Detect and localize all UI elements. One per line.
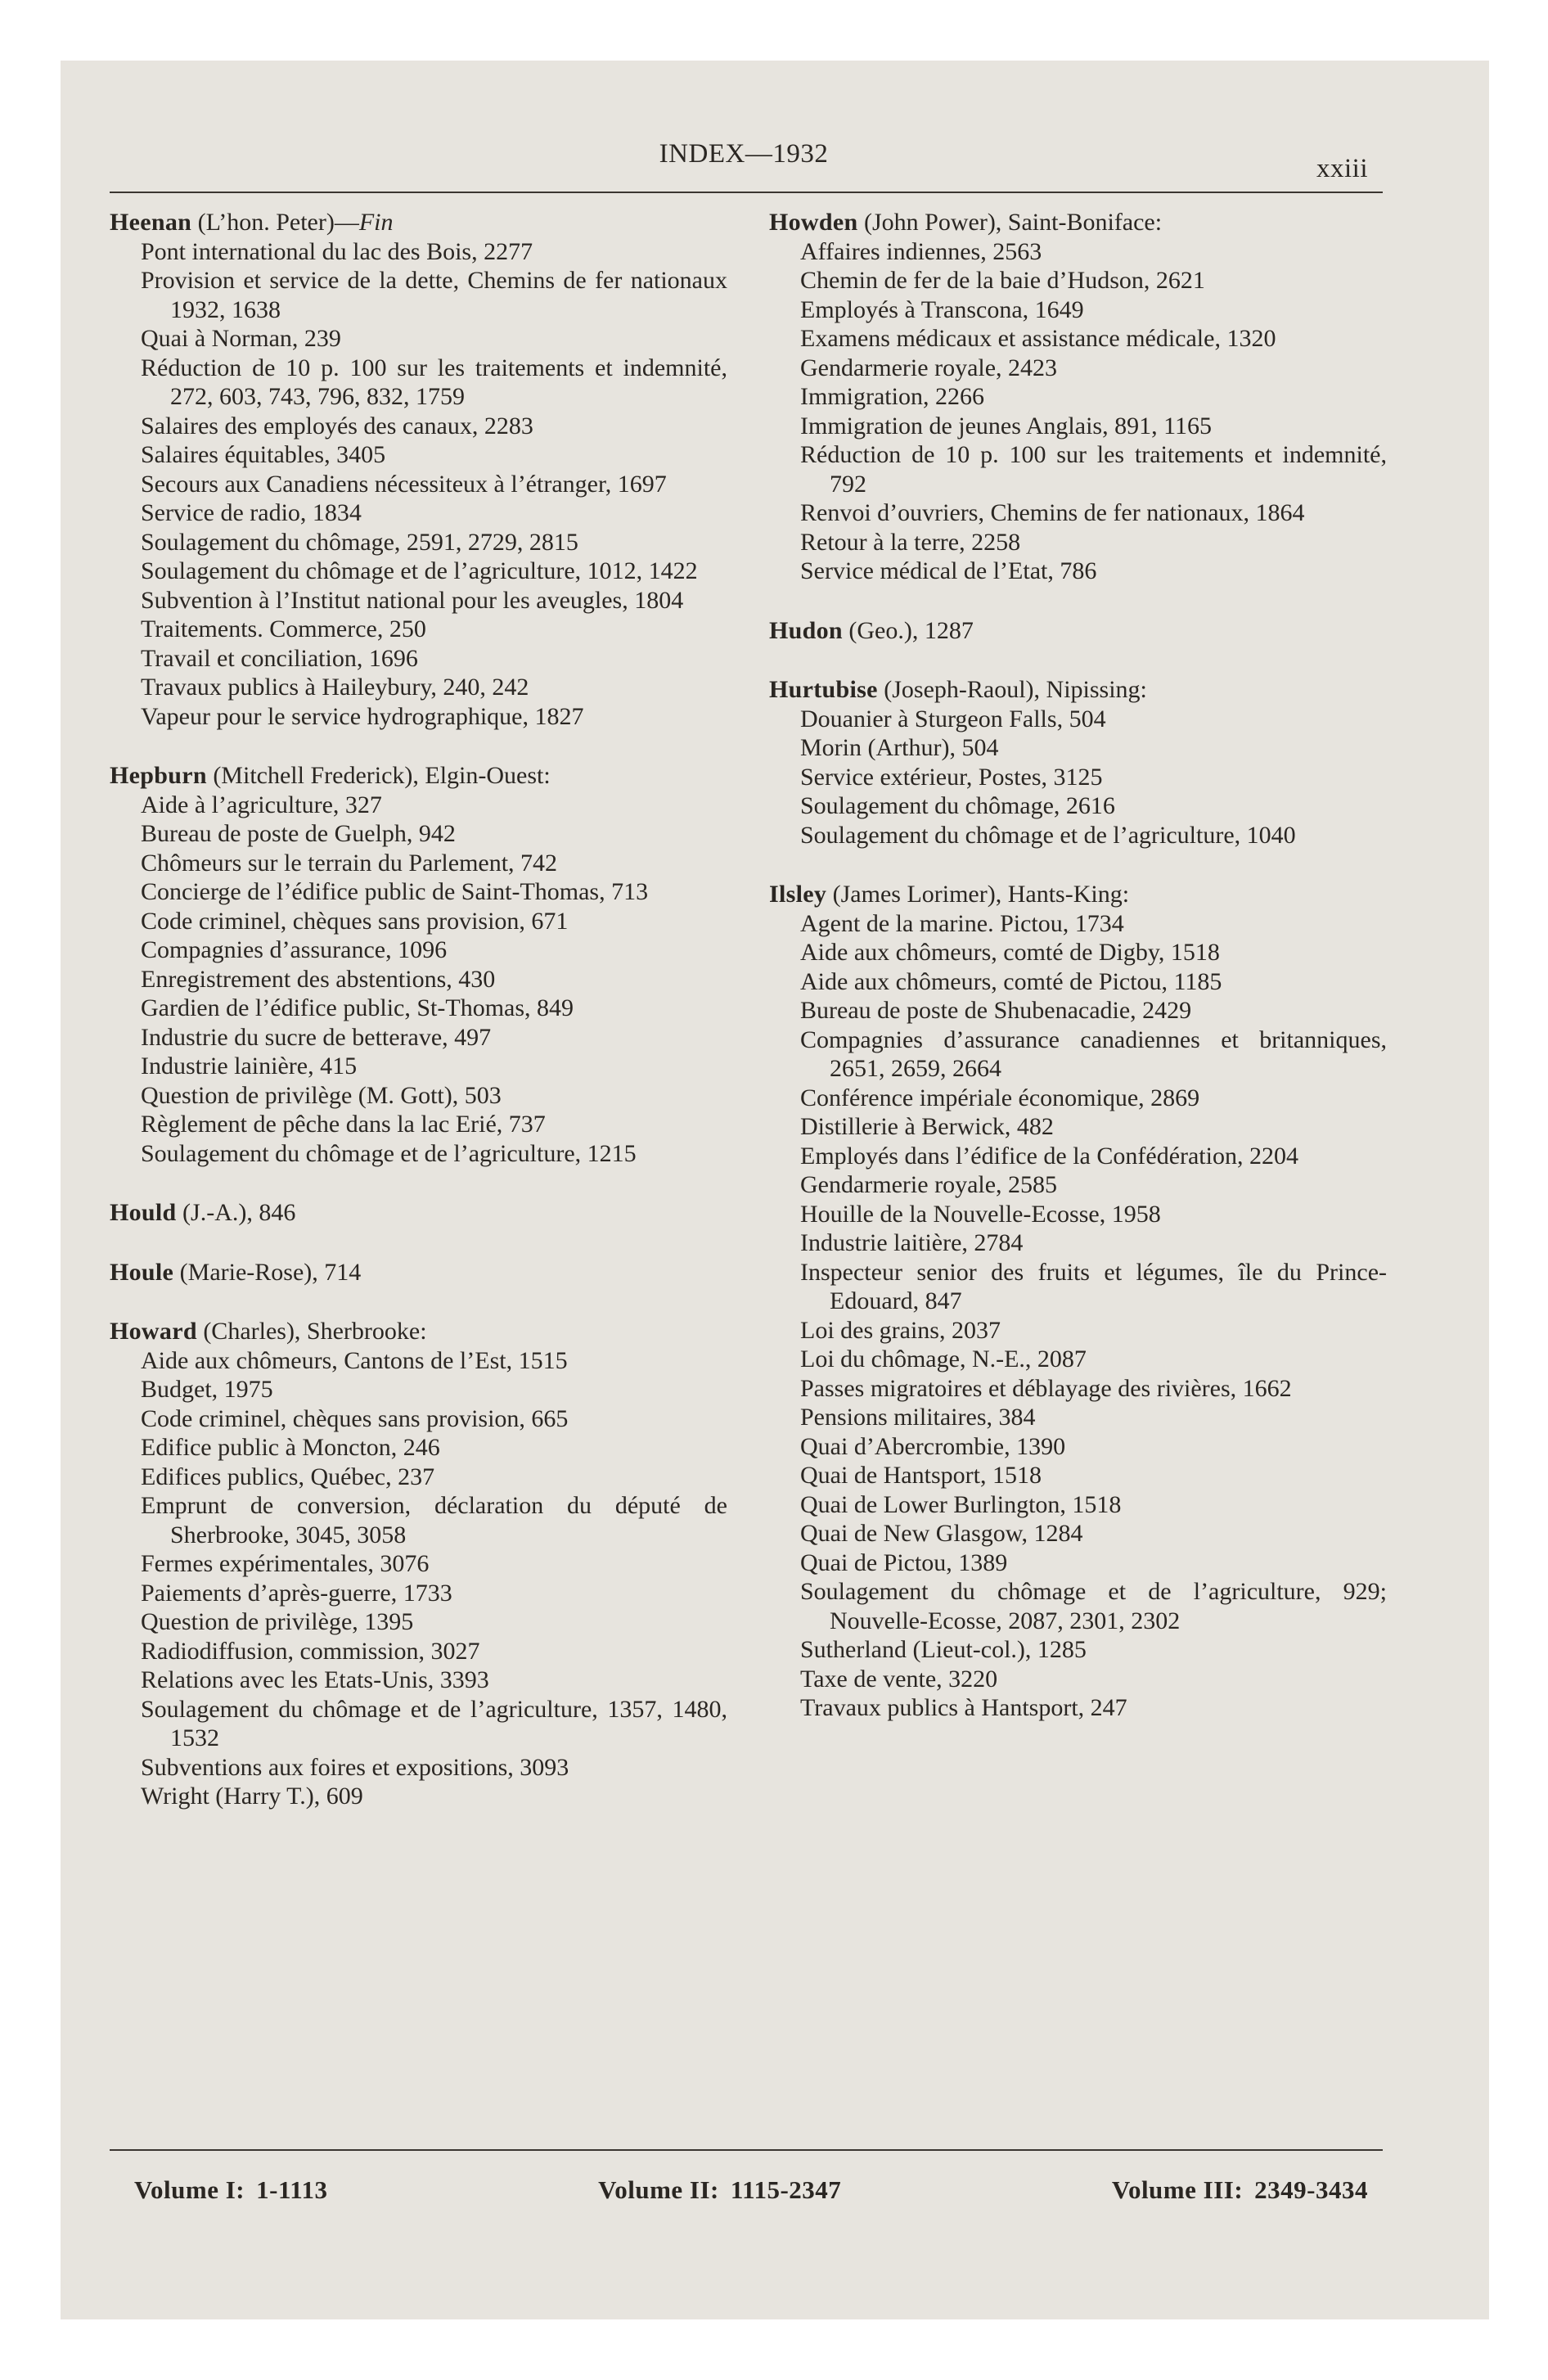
subentry [110,470,727,499]
subentry-text: Radiodiffusion, commission, 3027 [141,1637,480,1665]
subentry [769,938,1387,967]
entry-surname: Howden [769,209,858,236]
subentry [769,1577,1387,1635]
subentry-text: Budget, 1975 [141,1376,273,1403]
entry-heading [769,880,1387,909]
subentry-text: Quai de Hantsport, 1518 [800,1462,1042,1489]
subentry-text: Inspecteur senior des fruits et légumes, île du Prince-Edouard, 847 [800,1258,1387,1314]
subentry-text: Quai à Norman, 239 [141,325,341,352]
entry-details: (Joseph-Raoul), Nipissing: [877,676,1147,703]
entry-suffix: Fin [358,209,394,236]
subentry-text: Renvoi d’ouvriers, Chemins de fer nationaux, 1864 [800,499,1305,526]
subentry [769,1548,1387,1578]
subentry [110,1491,727,1549]
subentry-text: Passes migratoires et déblayage des rivières, 1662 [800,1374,1292,1402]
subentry [110,237,727,267]
subentry [769,1258,1387,1316]
subentry-text: Réduction de 10 p. 100 sur les traitements et indemnité, 792 [800,441,1387,498]
subentry [769,266,1387,295]
entry-details: (Marie-Rose), 714 [173,1258,362,1286]
entry-surname: Hurtubise [769,676,878,703]
subentry [110,1346,727,1376]
subentry [769,1403,1387,1432]
page-title: INDEX—1932 [659,139,829,169]
subentry-text: Aide aux chômeurs, Cantons de l’Est, 1515 [141,1346,568,1374]
volume-pages: 1115-2347 [730,2175,842,2204]
volume-label: Volume III: [1111,2175,1244,2204]
entry-surname: Howard [110,1318,197,1345]
running-header [105,139,1383,188]
subentry-text: Industrie laitière, 2784 [800,1229,1024,1256]
subentry-text: Compagnies d’assurance canadiennes et britanniques, 2651, 2659, 2664 [800,1025,1387,1082]
subentry-text: Immigration, 2266 [800,383,984,410]
subentry-text: Traitements. Commerce, 250 [141,615,426,642]
volume-range [1112,2175,1368,2205]
subentry [769,967,1387,997]
subentry-text: Retour à la terre, 2258 [800,528,1021,556]
subentry-text: Pont international du lac des Bois, 2277 [141,237,533,265]
subentry [769,237,1387,267]
subentry-text: Paiements d’après-guerre, 1733 [141,1579,452,1607]
subentry [110,935,727,965]
subentry [110,994,727,1023]
subentry-text: Règlement de pêche dans la lac Erié, 737 [141,1111,546,1138]
subentry-text: Bureau de poste de Guelph, 942 [141,820,456,847]
subentry-text: Enregistrement des abstentions, 430 [141,965,496,993]
subentry [769,412,1387,441]
subentry [769,1142,1387,1171]
subentry-text: Aide à l’agriculture, 327 [141,791,382,818]
subentry-text: Relations avec les Etats-Unis, 3393 [141,1666,489,1693]
subentry-text: Question de privilège (M. Gott), 503 [141,1081,502,1109]
subentry [769,1374,1387,1404]
subentry-text: Taxe de vente, 3220 [800,1665,998,1693]
subentry [110,1110,727,1139]
subentry [110,702,727,732]
subentry-text: Loi du chômage, N.-E., 2087 [800,1346,1087,1373]
entry-surname: Ilsley [769,881,827,908]
subentry [769,1665,1387,1694]
subentry-text: Salaires des employés des canaux, 2283 [141,412,533,439]
subentry [769,1228,1387,1258]
subentry [769,1316,1387,1346]
volume-label: Volume II: [598,2175,719,2204]
subentry [769,557,1387,586]
volume-range [598,2175,841,2205]
subentry [769,1635,1387,1665]
volume-pages: 1-1113 [256,2175,328,2204]
subentry [769,1461,1387,1490]
subentry [110,819,727,849]
right-column [769,208,1387,1753]
subentry-text: Vapeur pour le service hydrographique, 1827 [141,702,584,730]
subentry [110,1023,727,1053]
subentry [110,1782,727,1811]
subentry [110,1607,727,1637]
subentry-text: Distillerie à Berwick, 482 [800,1113,1054,1140]
subentry [110,877,727,907]
subentry-text: Gardien de l’édifice public, St-Thomas, 849 [141,994,574,1021]
subentry-text: Chemin de fer de la baie d’Hudson, 2621 [800,267,1205,294]
subentry-text: Employés à Transcona, 1649 [800,295,1084,323]
subentry-text: Industrie du sucre de betterave, 497 [141,1023,492,1051]
subentry [110,1753,727,1783]
subentry [769,1519,1387,1548]
subentry [769,1345,1387,1374]
subentry-text: Soulagement du chômage, 2591, 2729, 2815 [141,528,578,556]
index-page [105,139,1387,2205]
subentry [110,1666,727,1695]
subentry-text: Salaires équitables, 3405 [141,441,386,468]
index-entry [769,616,1387,646]
entry-heading [769,616,1387,646]
subentry [110,266,727,324]
subentry-text: Travaux publics à Hantsport, 247 [800,1694,1127,1721]
subentry [769,1693,1387,1723]
subentry-text: Emprunt de conversion, déclaration du député de Sherbrooke, 3045, 3058 [141,1492,727,1548]
entry-details: (Charles), Sherbrooke: [196,1318,427,1345]
subentry-text: Houille de la Nouvelle-Ecosse, 1958 [800,1200,1161,1228]
subentry [110,1579,727,1608]
subentry-text: Code criminel, chèques sans provision, 671 [141,907,569,935]
page-number: xxiii [1316,154,1368,183]
subentry-text: Subventions aux foires et expositions, 3093 [141,1753,569,1781]
entry-heading [110,208,727,237]
entry-heading [110,1258,727,1287]
subentry [769,1490,1387,1520]
entry-surname: Heenan [110,209,192,236]
subentry [110,1463,727,1492]
subentry [769,909,1387,939]
subentry-text: Conférence impériale économique, 2869 [800,1084,1200,1111]
subentry-text: Edifices publics, Québec, 237 [141,1463,435,1490]
subentry-text: Soulagement du chômage et de l’agriculture, 929; Nouvelle-Ecosse, 2087, 2301, 2302 [800,1578,1387,1634]
subentry-text: Examens médicaux et assistance médicale, 1320 [800,325,1276,352]
subentry [110,498,727,528]
subentry-text: Travail et conciliation, 1696 [141,644,418,672]
index-entry [769,208,1387,586]
index-entry [769,880,1387,1723]
entry-heading [110,1317,727,1346]
entry-details: (Mitchell Frederick), Elgin-Ouest: [206,762,551,789]
subentry [110,354,727,412]
subentry [110,557,727,586]
subentry-text: Employés dans l’édifice de la Confédération, 2204 [800,1142,1298,1170]
subentry [769,705,1387,734]
subentry [110,644,727,674]
index-entry [769,675,1387,850]
entry-details: (John Power), Saint-Boniface: [857,209,1163,236]
volume-pages: 2349-3434 [1254,2175,1368,2204]
subentry [110,615,727,644]
subentry [769,1025,1387,1084]
subentry-text: Fermes expérimentales, 3076 [141,1550,430,1577]
subentry [769,1432,1387,1462]
subentry [110,1139,727,1169]
subentry [769,821,1387,850]
subentry-text: Soulagement du chômage et de l’agriculture, 1040 [800,821,1296,849]
index-entry [110,761,727,1168]
subentry [769,791,1387,821]
entry-surname: Hepburn [110,762,207,789]
subentry-text: Bureau de poste de Shubenacadie, 2429 [800,997,1192,1024]
subentry-text: Wright (Harry T.), 609 [141,1783,363,1810]
subentry [110,849,727,878]
subentry-text: Sutherland (Lieut-col.), 1285 [800,1636,1087,1663]
subentry-text: Chômeurs sur le terrain du Parlement, 742 [141,849,558,877]
subentry-text: Service de radio, 1834 [141,499,362,526]
subentry [110,1695,727,1753]
entry-heading [110,1198,727,1228]
entry-details: (L’hon. Peter)— [191,209,359,236]
subentry [769,996,1387,1025]
index-columns [105,193,1387,2149]
entry-surname: Houle [110,1258,174,1286]
index-entry [110,1317,727,1811]
subentry-text: Question de privilège, 1395 [141,1608,414,1635]
subentry [769,733,1387,763]
subentry [110,1375,727,1404]
volume-range [134,2175,328,2205]
subentry [769,1200,1387,1229]
subentry-text: Service médical de l’Etat, 786 [800,557,1097,584]
subentry-text: Travaux publics à Haileybury, 240, 242 [141,674,529,701]
subentry [110,324,727,354]
volume-label: Volume I: [134,2175,245,2204]
subentry [110,528,727,557]
left-column [110,208,727,1841]
subentry [110,907,727,936]
subentry-text: Service extérieur, Postes, 3125 [800,763,1103,791]
subentry-text: Pensions militaires, 384 [800,1404,1036,1431]
subentry [769,324,1387,354]
subentry [769,440,1387,498]
subentry [110,673,727,702]
index-entry [110,1258,727,1287]
subentry-text: Soulagement du chômage et de l’agriculture, 1357, 1480, 1532 [141,1695,727,1751]
subentry-text: Gendarmerie royale, 2423 [800,354,1058,381]
subentry-text: Edifice public à Moncton, 246 [141,1434,440,1461]
subentry [769,382,1387,412]
subentry-text: Agent de la marine. Pictou, 1734 [800,909,1124,937]
subentry-text: Aide aux chômeurs, comté de Digby, 1518 [800,939,1220,966]
subentry-text: Douanier à Sturgeon Falls, 504 [800,705,1106,732]
subentry-text: Morin (Arthur), 504 [800,734,999,761]
subentry-text: Quai de Pictou, 1389 [800,1548,1008,1576]
subentry-text: Subvention à l’Institut national pour les aveugles, 1804 [141,586,684,614]
subentry [110,1052,727,1081]
entry-details: (J.-A.), 846 [176,1199,296,1226]
subentry-text: Aide aux chômeurs, comté de Pictou, 1185 [800,967,1222,995]
subentry [110,965,727,994]
subentry-text: Compagnies d’assurance, 1096 [141,936,448,963]
index-entry [110,208,727,731]
entry-heading [110,761,727,791]
subentry-text: Code criminel, chèques sans provision, 665 [141,1404,569,1432]
subentry [110,1433,727,1463]
subentry [769,295,1387,325]
subentry [110,1637,727,1666]
entry-surname: Hudon [769,616,843,644]
subentry [769,498,1387,528]
subentry-text: Soulagement du chômage, 2616 [800,792,1115,819]
subentry-text: Réduction de 10 p. 100 sur les traitements et indemnité, 272, 603, 743, 796, 832, 1759 [141,354,727,410]
subentry [769,528,1387,557]
subentry [110,440,727,470]
subentry-text: Provision et service de la dette, Chemins de fer nationaux 1932, 1638 [141,267,727,323]
entry-details: (Geo.), 1287 [842,616,974,644]
index-entry [110,1198,727,1228]
entry-heading [769,675,1387,705]
subentry-text: Loi des grains, 2037 [800,1316,1001,1344]
subentry-text: Quai de New Glasgow, 1284 [800,1520,1083,1547]
subentry [769,1084,1387,1113]
subentry [769,763,1387,792]
entry-details: (James Lorimer), Hants-King: [826,881,1130,908]
entry-surname: Hould [110,1199,177,1226]
volume-ranges [105,2151,1383,2205]
entry-heading [769,208,1387,237]
subentry-text: Industrie lainière, 415 [141,1053,358,1080]
subentry-text: Affaires indiennes, 2563 [800,237,1042,265]
subentry [110,1549,727,1579]
subentry-text: Quai de Lower Burlington, 1518 [800,1490,1122,1518]
subentry-text: Secours aux Canadiens nécessiteux à l’étranger, 1697 [141,470,667,498]
subentry [769,354,1387,383]
subentry [769,1170,1387,1200]
subentry-text: Immigration de jeunes Anglais, 891, 1165 [800,412,1212,439]
subentry [110,1081,727,1111]
subentry [110,412,727,441]
subentry-text: Soulagement du chômage et de l’agriculture, 1012, 1422 [141,557,698,584]
subentry [110,791,727,820]
subentry [769,1112,1387,1142]
subentry-text: Gendarmerie royale, 2585 [800,1171,1058,1198]
subentry [110,586,727,615]
subentry [110,1404,727,1434]
subentry-text: Soulagement du chômage et de l’agriculture, 1215 [141,1139,637,1167]
subentry-text: Quai d’Abercrombie, 1390 [800,1432,1066,1460]
subentry-text: Concierge de l’édifice public de Saint-Thomas, 713 [141,878,649,905]
